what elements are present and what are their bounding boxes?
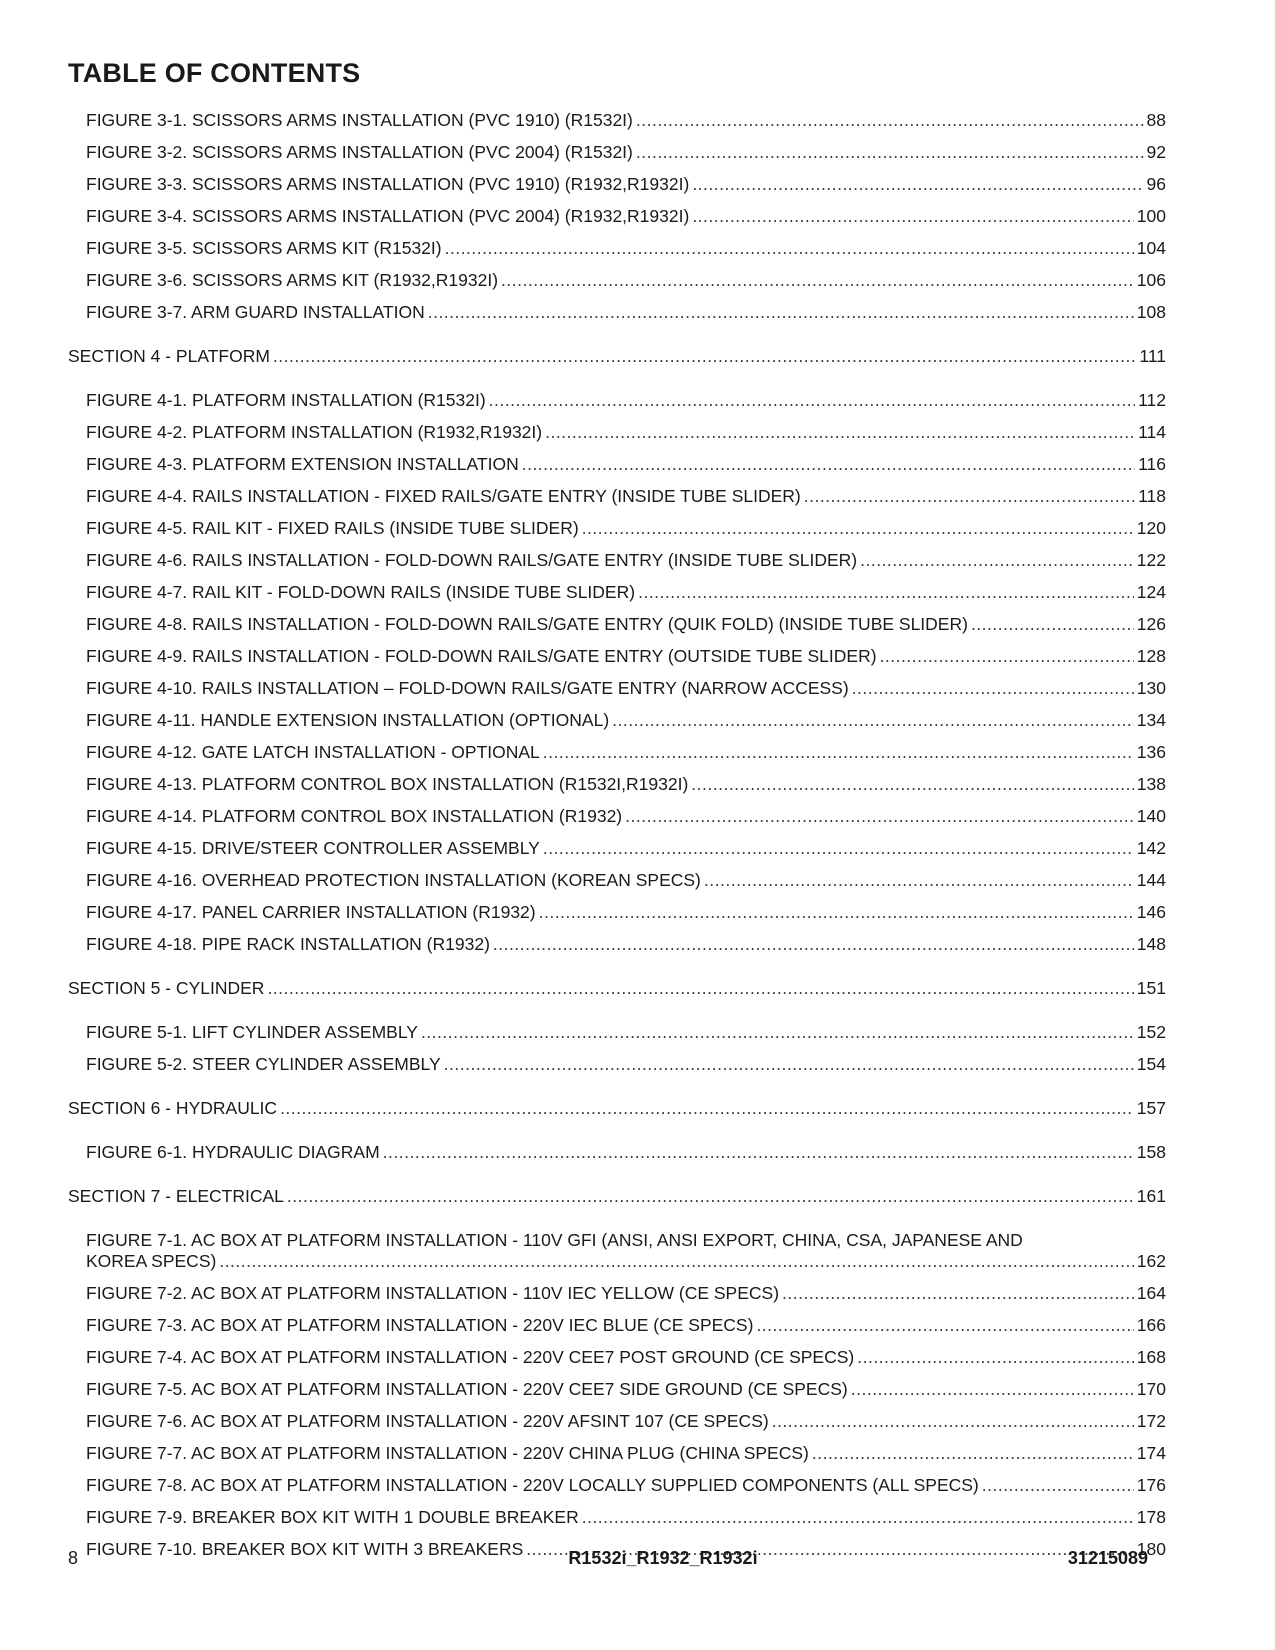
toc-figure-entry[interactable] [68, 774, 1166, 795]
dot-leader [625, 806, 1134, 827]
toc-entry-label: FIGURE 4-11. HANDLE EXTENSION INSTALLATION (OPTIONAL) [86, 710, 610, 730]
toc-page-number: 176 [1136, 1475, 1166, 1495]
toc-page-number: 142 [1136, 838, 1166, 858]
toc-entry-label: FIGURE 7-9. BREAKER BOX KIT WITH 1 DOUBLE BREAKER [86, 1507, 579, 1527]
toc-entry-label: FIGURE 3-6. SCISSORS ARMS KIT (R1932,R1932I) [86, 270, 499, 290]
toc-figure-entry[interactable] [68, 174, 1166, 195]
dot-leader [582, 518, 1134, 539]
dot-leader [612, 710, 1134, 731]
toc-entry-label: FIGURE 4-8. RAILS INSTALLATION - FOLD-DOWN RAILS/GATE ENTRY (QUIK FOLD) (INSIDE TUBE SLIDER) [86, 614, 968, 634]
toc-figure-entry[interactable] [68, 870, 1166, 891]
toc-figure-entry[interactable] [68, 270, 1166, 291]
toc-page-number: 146 [1136, 902, 1166, 922]
toc-entry-label: FIGURE 4-6. RAILS INSTALLATION - FOLD-DOWN RAILS/GATE ENTRY (INSIDE TUBE SLIDER) [86, 550, 858, 570]
dot-leader [704, 870, 1134, 891]
toc-figure-entry[interactable] [68, 1379, 1166, 1400]
toc-figure-entry[interactable] [68, 838, 1166, 859]
toc-figure-entry[interactable] [68, 422, 1166, 443]
dot-leader [280, 1098, 1134, 1119]
toc-figure-entry[interactable] [68, 390, 1166, 411]
toc-page-number: 114 [1138, 422, 1166, 442]
dot-leader [219, 1251, 1133, 1272]
toc-page-number: 128 [1136, 646, 1166, 666]
dot-leader [857, 1347, 1134, 1368]
toc-page-number: 174 [1136, 1443, 1166, 1463]
toc-entry-label: FIGURE 4-10. RAILS INSTALLATION – FOLD-DOWN RAILS/GATE ENTRY (NARROW ACCESS) [86, 678, 849, 698]
dot-leader [692, 174, 1143, 195]
toc-figure-entry[interactable] [68, 646, 1166, 667]
toc-entry-label: SECTION 4 - PLATFORM [68, 346, 270, 366]
page-title: TABLE OF CONTENTS [68, 58, 361, 88]
toc-entry-label: FIGURE 4-16. OVERHEAD PROTECTION INSTALLATION (KOREAN SPECS) [86, 870, 701, 890]
toc-entry-label: FIGURE 6-1. HYDRAULIC DIAGRAM [86, 1142, 380, 1162]
toc-entry-label: FIGURE 7-1. AC BOX AT PLATFORM INSTALLATION - 110V GFI (ANSI, ANSI EXPORT, CHINA, CSA, JAPANESE AND [86, 1230, 1023, 1250]
dot-leader [772, 1411, 1134, 1432]
toc-figure-entry[interactable] [68, 238, 1166, 259]
toc-entry-label: FIGURE 3-7. ARM GUARD INSTALLATION [86, 302, 425, 322]
toc-entry-label: FIGURE 4-5. RAIL KIT - FIXED RAILS (INSIDE TUBE SLIDER) [86, 518, 579, 538]
toc-page-number: 166 [1136, 1315, 1166, 1335]
toc-entry-label: FIGURE 3-1. SCISSORS ARMS INSTALLATION (PVC 1910) (R1532I) [86, 110, 633, 130]
toc-page-number: 157 [1136, 1098, 1166, 1118]
toc-page-number: 122 [1136, 550, 1166, 570]
dot-leader [543, 742, 1134, 763]
toc-page-number: 138 [1136, 774, 1166, 794]
toc-page-number: 168 [1136, 1347, 1166, 1367]
toc-entry-label: FIGURE 7-2. AC BOX AT PLATFORM INSTALLATION - 110V IEC YELLOW (CE SPECS) [86, 1283, 780, 1303]
dot-leader [782, 1283, 1134, 1304]
toc-figure-entry[interactable] [68, 110, 1166, 131]
toc-figure-entry[interactable] [68, 902, 1166, 923]
dot-leader [501, 270, 1134, 291]
toc-figure-entry[interactable] [68, 1411, 1166, 1432]
toc-entry-label: SECTION 7 - ELECTRICAL [68, 1186, 284, 1206]
toc-figure-entry[interactable] [68, 934, 1166, 955]
dot-leader [582, 1507, 1134, 1528]
toc-figure-entry[interactable] [68, 1443, 1166, 1464]
toc-page-number: 148 [1136, 934, 1166, 954]
page-footer [68, 1548, 1148, 1572]
dot-leader [636, 142, 1144, 163]
toc-figure-entry[interactable] [68, 1283, 1166, 1304]
toc-entry-label: FIGURE 3-4. SCISSORS ARMS INSTALLATION (PVC 2004) (R1932,R1932I) [86, 206, 690, 226]
toc-entry-label: FIGURE 4-15. DRIVE/STEER CONTROLLER ASSEMBLY [86, 838, 540, 858]
toc-figure-entry[interactable] [68, 678, 1166, 699]
toc-entry-label: FIGURE 4-2. PLATFORM INSTALLATION (R1932,R1932I) [86, 422, 543, 442]
toc-page-number: 134 [1136, 710, 1166, 730]
toc-section-entry[interactable] [68, 978, 1166, 999]
dot-leader [812, 1443, 1134, 1464]
toc-section-entry[interactable] [68, 1186, 1166, 1207]
toc-page-number: 170 [1136, 1379, 1166, 1399]
dot-leader [543, 838, 1134, 859]
toc-entry-label: FIGURE 7-3. AC BOX AT PLATFORM INSTALLATION - 220V IEC BLUE (CE SPECS) [86, 1315, 754, 1335]
toc-entry-label: FIGURE 7-6. AC BOX AT PLATFORM INSTALLATION - 220V AFSINT 107 (CE SPECS) [86, 1411, 769, 1431]
toc-page-number: 130 [1136, 678, 1166, 698]
toc-entry-label: FIGURE 7-10. BREAKER BOX KIT WITH 3 BREAKERS [86, 1539, 524, 1559]
toc-figure-entry[interactable] [68, 142, 1166, 163]
dot-leader [489, 390, 1135, 411]
dot-leader [982, 1475, 1134, 1496]
dot-leader [692, 206, 1133, 227]
toc-figure-entry[interactable] [68, 806, 1166, 827]
toc-entry-label: FIGURE 3-5. SCISSORS ARMS KIT (R1532I) [86, 238, 442, 258]
toc-entry-label: SECTION 5 - CYLINDER [68, 978, 265, 998]
dot-leader [428, 302, 1134, 323]
toc-page-number: 154 [1136, 1054, 1166, 1074]
dot-leader [636, 110, 1144, 131]
dot-leader [860, 550, 1134, 571]
footer-model: R1532i_R1932_R1932i [568, 1548, 758, 1568]
footer-page-number: 8 [68, 1548, 79, 1568]
dot-leader [445, 238, 1134, 259]
toc-page-number: 100 [1136, 206, 1166, 226]
toc-entry-label: FIGURE 4-1. PLATFORM INSTALLATION (R1532I) [86, 390, 486, 410]
dot-leader [493, 934, 1134, 955]
toc-figure-entry[interactable] [68, 518, 1166, 539]
toc-figure-entry[interactable] [68, 1347, 1166, 1368]
toc-entry-label: FIGURE 4-9. RAILS INSTALLATION - FOLD-DOWN RAILS/GATE ENTRY (OUTSIDE TUBE SLIDER) [86, 646, 877, 666]
toc-page-number: 118 [1138, 486, 1166, 506]
dot-leader [273, 346, 1136, 367]
toc-page-number: 144 [1136, 870, 1166, 890]
toc-entry-label: FIGURE 4-4. RAILS INSTALLATION - FIXED RAILS/GATE ENTRY (INSIDE TUBE SLIDER) [86, 486, 801, 506]
toc-section-entry[interactable] [68, 346, 1166, 367]
toc-figure-entry[interactable] [68, 1315, 1166, 1336]
toc-page-number: 126 [1136, 614, 1166, 634]
toc-figure-entry[interactable] [68, 1230, 1166, 1272]
toc-figure-entry[interactable] [68, 1022, 1166, 1043]
toc-figure-entry[interactable] [68, 1475, 1166, 1496]
toc-page-number: 96 [1146, 174, 1166, 194]
dot-leader [421, 1022, 1134, 1043]
footer-doc-number: 31215089 [1067, 1548, 1148, 1568]
toc-figure-entry[interactable] [68, 454, 1166, 475]
toc-figure-entry[interactable] [68, 742, 1166, 763]
dot-leader [638, 582, 1134, 603]
toc-figure-entry[interactable] [68, 614, 1166, 635]
toc-entry-label: SECTION 6 - HYDRAULIC [68, 1098, 278, 1118]
dot-leader [522, 454, 1135, 475]
toc-entry-label: FIGURE 4-3. PLATFORM EXTENSION INSTALLATION [86, 454, 519, 474]
toc-page-number: 112 [1138, 390, 1166, 410]
toc-page-number: 172 [1136, 1411, 1166, 1431]
toc-entry-label: FIGURE 5-1. LIFT CYLINDER ASSEMBLY [86, 1022, 418, 1042]
dot-leader [852, 678, 1134, 699]
toc-entry-label: FIGURE 4-14. PLATFORM CONTROL BOX INSTALLATION (R1932) [86, 806, 623, 826]
dot-leader [287, 1186, 1134, 1207]
toc-entry-label: FIGURE 3-3. SCISSORS ARMS INSTALLATION (PVC 1910) (R1932,R1932I) [86, 174, 690, 194]
toc-page-number: 136 [1136, 742, 1166, 762]
dot-leader [691, 774, 1134, 795]
dot-leader [756, 1315, 1133, 1336]
dot-leader [851, 1379, 1134, 1400]
toc-entry-label: FIGURE 7-8. AC BOX AT PLATFORM INSTALLATION - 220V LOCALLY SUPPLIED COMPONENTS (ALL SPECS) [86, 1475, 979, 1495]
dot-leader [267, 978, 1133, 999]
toc-page-number: 104 [1136, 238, 1166, 258]
dot-leader [804, 486, 1135, 507]
toc-page-number: 162 [1136, 1251, 1166, 1271]
toc-page-number: 88 [1146, 110, 1166, 130]
toc-page-number: 180 [1136, 1539, 1166, 1559]
toc-figure-entry[interactable] [68, 710, 1166, 731]
toc-figure-entry[interactable] [68, 206, 1166, 227]
dot-leader [545, 422, 1135, 443]
dot-leader [383, 1142, 1134, 1163]
toc-entry-label: FIGURE 4-17. PANEL CARRIER INSTALLATION (R1932) [86, 902, 536, 922]
dot-leader [539, 902, 1134, 923]
toc-figure-entry[interactable] [68, 550, 1166, 571]
toc-entry-label-continued: KOREA SPECS) [86, 1251, 217, 1271]
toc-page-number: 140 [1136, 806, 1166, 826]
toc-page-number: 164 [1136, 1283, 1166, 1303]
toc-entry-label: FIGURE 4-12. GATE LATCH INSTALLATION - OPTIONAL [86, 742, 540, 762]
dot-leader [880, 646, 1134, 667]
toc-page-number: 151 [1136, 978, 1166, 998]
toc-figure-entry[interactable] [68, 302, 1166, 323]
toc-entry-label: FIGURE 4-7. RAIL KIT - FOLD-DOWN RAILS (INSIDE TUBE SLIDER) [86, 582, 636, 602]
toc-entry-label: FIGURE 4-18. PIPE RACK INSTALLATION (R1932) [86, 934, 490, 954]
table-of-contents [68, 110, 1166, 1560]
toc-entry-label: FIGURE 4-13. PLATFORM CONTROL BOX INSTALLATION (R1532I,R1932I) [86, 774, 689, 794]
toc-figure-entry[interactable] [68, 1142, 1166, 1163]
toc-page-number: 120 [1136, 518, 1166, 538]
toc-figure-entry[interactable] [68, 1507, 1166, 1528]
toc-page-number: 108 [1136, 302, 1166, 322]
dot-leader [444, 1054, 1134, 1075]
toc-entry-label: FIGURE 7-5. AC BOX AT PLATFORM INSTALLATION - 220V CEE7 SIDE GROUND (CE SPECS) [86, 1379, 848, 1399]
toc-page-number: 178 [1136, 1507, 1166, 1527]
toc-page-number: 124 [1136, 582, 1166, 602]
dot-leader [971, 614, 1134, 635]
toc-page-number: 106 [1136, 270, 1166, 290]
toc-entry-label: FIGURE 7-7. AC BOX AT PLATFORM INSTALLATION - 220V CHINA PLUG (CHINA SPECS) [86, 1443, 809, 1463]
toc-entry-label: FIGURE 3-2. SCISSORS ARMS INSTALLATION (PVC 2004) (R1532I) [86, 142, 633, 162]
toc-page-number: 92 [1146, 142, 1166, 162]
toc-page-number: 152 [1136, 1022, 1166, 1042]
toc-section-entry[interactable] [68, 1098, 1166, 1119]
toc-page-number: 158 [1136, 1142, 1166, 1162]
toc-page-number: 111 [1139, 346, 1166, 366]
toc-page-number: 161 [1136, 1186, 1166, 1206]
toc-figure-entry[interactable] [68, 1054, 1166, 1075]
toc-entry-label: FIGURE 5-2. STEER CYLINDER ASSEMBLY [86, 1054, 441, 1074]
toc-page-number: 116 [1138, 454, 1166, 474]
toc-figure-entry[interactable] [68, 486, 1166, 507]
toc-entry-label: FIGURE 7-4. AC BOX AT PLATFORM INSTALLATION - 220V CEE7 POST GROUND (CE SPECS) [86, 1347, 855, 1367]
toc-figure-entry[interactable] [68, 582, 1166, 603]
